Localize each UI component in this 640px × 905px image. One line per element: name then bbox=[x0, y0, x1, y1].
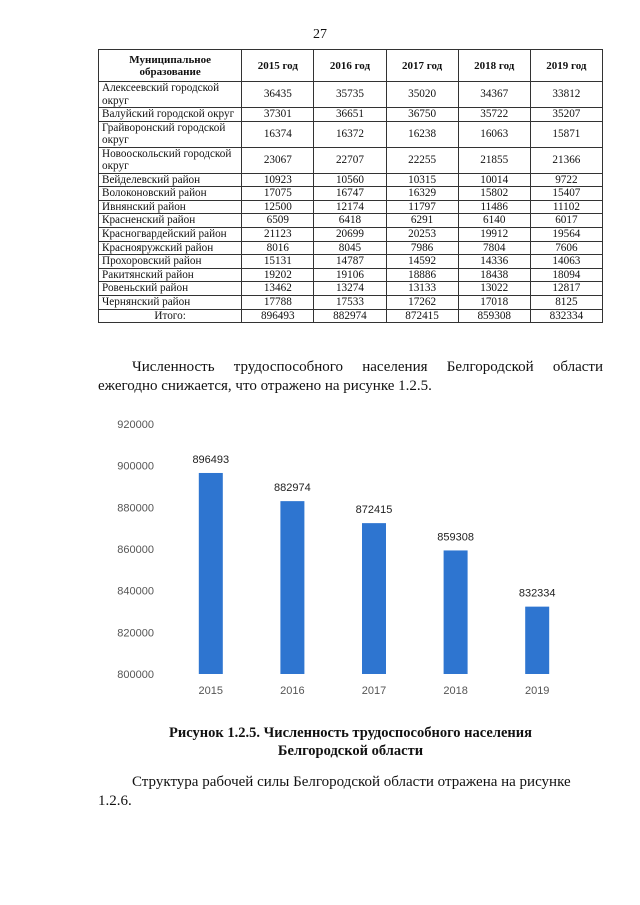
header-2017: 2017 год bbox=[386, 50, 458, 82]
cell-value: 35722 bbox=[458, 108, 530, 122]
cell-value: 6291 bbox=[386, 214, 458, 228]
cell-value: 18886 bbox=[386, 268, 458, 282]
bar-data-label: 896493 bbox=[192, 453, 230, 466]
cell-value: 8045 bbox=[314, 241, 386, 255]
page-number: 27 bbox=[313, 27, 327, 42]
chart-svg bbox=[98, 408, 603, 710]
total-value: 832334 bbox=[530, 309, 602, 323]
cell-value: 19564 bbox=[530, 227, 602, 241]
cell-value: 36435 bbox=[242, 82, 314, 108]
cell-value: 9722 bbox=[530, 173, 602, 187]
cell-value: 17533 bbox=[314, 295, 386, 309]
bar bbox=[280, 501, 304, 674]
bar bbox=[525, 607, 549, 674]
x-tick-label: 2019 bbox=[524, 685, 550, 697]
table-row bbox=[99, 255, 603, 269]
cell-value: 13462 bbox=[242, 282, 314, 296]
table-row bbox=[99, 282, 603, 296]
table-row bbox=[99, 268, 603, 282]
cell-value: 15871 bbox=[530, 121, 602, 147]
cell-value: 17075 bbox=[242, 187, 314, 201]
cell-value: 8016 bbox=[242, 241, 314, 255]
cell-value: 16747 bbox=[314, 187, 386, 201]
row-name: Краснояружский район bbox=[99, 241, 242, 255]
row-name: Алексеевский городской округ bbox=[99, 82, 242, 108]
cell-value: 8125 bbox=[530, 295, 602, 309]
cell-value: 37301 bbox=[242, 108, 314, 122]
cell-value: 35207 bbox=[530, 108, 602, 122]
cell-value: 11797 bbox=[386, 200, 458, 214]
cell-value: 21123 bbox=[242, 227, 314, 241]
y-tick-label: 880000 bbox=[117, 502, 154, 515]
bar-data-label: 872415 bbox=[355, 504, 393, 517]
cell-value: 17018 bbox=[458, 295, 530, 309]
row-name: Красненский район bbox=[99, 214, 242, 228]
cell-value: 7804 bbox=[458, 241, 530, 255]
cell-value: 17788 bbox=[242, 295, 314, 309]
population-bar-chart bbox=[98, 408, 603, 710]
population-table bbox=[98, 49, 603, 323]
y-tick-label: 900000 bbox=[117, 460, 154, 473]
y-tick-label: 860000 bbox=[117, 544, 154, 556]
cell-value: 14592 bbox=[386, 255, 458, 269]
table-row bbox=[99, 108, 603, 122]
cell-value: 6017 bbox=[530, 214, 602, 228]
header-2015: 2015 год bbox=[242, 50, 314, 82]
header-municipality: Муниципальное образование bbox=[99, 50, 242, 82]
cell-value: 21855 bbox=[458, 147, 530, 173]
cell-value: 20699 bbox=[314, 227, 386, 241]
cell-value: 19202 bbox=[242, 268, 314, 282]
bar-data-label: 882974 bbox=[274, 482, 311, 495]
cell-value: 12500 bbox=[242, 200, 314, 214]
row-name: Красногвардейский район bbox=[99, 227, 242, 241]
table-row bbox=[99, 200, 603, 214]
cell-value: 34367 bbox=[458, 82, 530, 108]
cell-value: 16374 bbox=[242, 121, 314, 147]
row-name: Новооскольский городской округ bbox=[99, 147, 242, 173]
header-2018: 2018 год bbox=[458, 50, 530, 82]
cell-value: 6140 bbox=[458, 214, 530, 228]
cell-value: 16238 bbox=[386, 121, 458, 147]
total-value: 859308 bbox=[458, 309, 530, 323]
cell-value: 6418 bbox=[314, 214, 386, 228]
bar bbox=[444, 550, 468, 674]
bar bbox=[199, 473, 223, 674]
cell-value: 14063 bbox=[530, 255, 602, 269]
cell-value: 11102 bbox=[530, 200, 602, 214]
table-row bbox=[99, 295, 603, 309]
cell-value: 16329 bbox=[386, 187, 458, 201]
cell-value: 15131 bbox=[242, 255, 314, 269]
x-tick-label: 2018 bbox=[443, 685, 468, 697]
cell-value: 22707 bbox=[314, 147, 386, 173]
bar bbox=[362, 523, 386, 674]
cell-value: 13274 bbox=[314, 282, 386, 296]
y-tick-label: 840000 bbox=[117, 585, 154, 598]
total-value: 896493 bbox=[242, 309, 314, 323]
table-row bbox=[99, 214, 603, 228]
cell-value: 7986 bbox=[386, 241, 458, 255]
table-row bbox=[99, 241, 603, 255]
cell-value: 10315 bbox=[386, 173, 458, 187]
caption-line-1: Рисунок 1.2.5. Численность трудоспособного населения bbox=[169, 725, 532, 741]
y-tick-label: 920000 bbox=[117, 419, 154, 431]
table-total-row bbox=[99, 309, 603, 323]
total-label: Итого: bbox=[99, 309, 242, 323]
row-name: Чернянский район bbox=[99, 295, 242, 309]
cell-value: 12174 bbox=[314, 200, 386, 214]
bar-data-label: 832334 bbox=[518, 587, 556, 600]
cell-value: 14787 bbox=[314, 255, 386, 269]
cell-value: 21366 bbox=[530, 147, 602, 173]
row-name: Ракитянский район bbox=[99, 268, 242, 282]
total-value: 882974 bbox=[314, 309, 386, 323]
cell-value: 35735 bbox=[314, 82, 386, 108]
table-header-row bbox=[99, 50, 603, 82]
figure-caption bbox=[98, 724, 603, 760]
bar-data-label: 859308 bbox=[437, 531, 474, 544]
cell-value: 35020 bbox=[386, 82, 458, 108]
cell-value: 15407 bbox=[530, 187, 602, 201]
row-name: Ровеньский район bbox=[99, 282, 242, 296]
cell-value: 22255 bbox=[386, 147, 458, 173]
row-name: Ивнянский район bbox=[99, 200, 242, 214]
table-row bbox=[99, 82, 603, 108]
cell-value: 18438 bbox=[458, 268, 530, 282]
cell-value: 20253 bbox=[386, 227, 458, 241]
table-row bbox=[99, 227, 603, 241]
cell-value: 19106 bbox=[314, 268, 386, 282]
cell-value: 23067 bbox=[242, 147, 314, 173]
cell-value: 7606 bbox=[530, 241, 602, 255]
caption-line-2: Белгородской области bbox=[277, 743, 424, 759]
cell-value: 10923 bbox=[242, 173, 314, 187]
cell-value: 36750 bbox=[386, 108, 458, 122]
cell-value: 10560 bbox=[314, 173, 386, 187]
cell-value: 11486 bbox=[458, 200, 530, 214]
x-tick-label: 2015 bbox=[198, 685, 224, 697]
cell-value: 13022 bbox=[458, 282, 530, 296]
cell-value: 33812 bbox=[530, 82, 602, 108]
cell-value: 18094 bbox=[530, 268, 602, 282]
row-name: Вейделевский район bbox=[99, 173, 242, 187]
row-name: Грайворонский городской округ bbox=[99, 121, 242, 147]
y-tick-label: 820000 bbox=[117, 627, 154, 640]
cell-value: 15802 bbox=[458, 187, 530, 201]
cell-value: 19912 bbox=[458, 227, 530, 241]
cell-value: 36651 bbox=[314, 108, 386, 122]
cell-value: 10014 bbox=[458, 173, 530, 187]
paragraph-structure: Структура рабочей силы Белгородской области отражена на рисунке 1.2.6. bbox=[98, 774, 571, 809]
paragraph-intro: Численность трудоспособного населения Белгородской области ежегодно снижается, что отражено на рисунке 1.2.5. bbox=[98, 359, 603, 394]
cell-value: 17262 bbox=[386, 295, 458, 309]
table-row bbox=[99, 147, 603, 173]
cell-value: 12817 bbox=[530, 282, 602, 296]
cell-value: 13133 bbox=[386, 282, 458, 296]
cell-value: 16063 bbox=[458, 121, 530, 147]
header-2019: 2019 год bbox=[530, 50, 602, 82]
table-row bbox=[99, 173, 603, 187]
table-row bbox=[99, 121, 603, 147]
y-tick-label: 800000 bbox=[117, 669, 154, 681]
row-name: Валуйский городской округ bbox=[99, 108, 242, 122]
x-tick-label: 2016 bbox=[280, 685, 305, 697]
table-row bbox=[99, 187, 603, 201]
cell-value: 14336 bbox=[458, 255, 530, 269]
header-2016: 2016 год bbox=[314, 50, 386, 82]
row-name: Прохоровский район bbox=[99, 255, 242, 269]
cell-value: 6509 bbox=[242, 214, 314, 228]
total-value: 872415 bbox=[386, 309, 458, 323]
row-name: Волоконовский район bbox=[99, 187, 242, 201]
x-tick-label: 2017 bbox=[361, 685, 387, 697]
cell-value: 16372 bbox=[314, 121, 386, 147]
